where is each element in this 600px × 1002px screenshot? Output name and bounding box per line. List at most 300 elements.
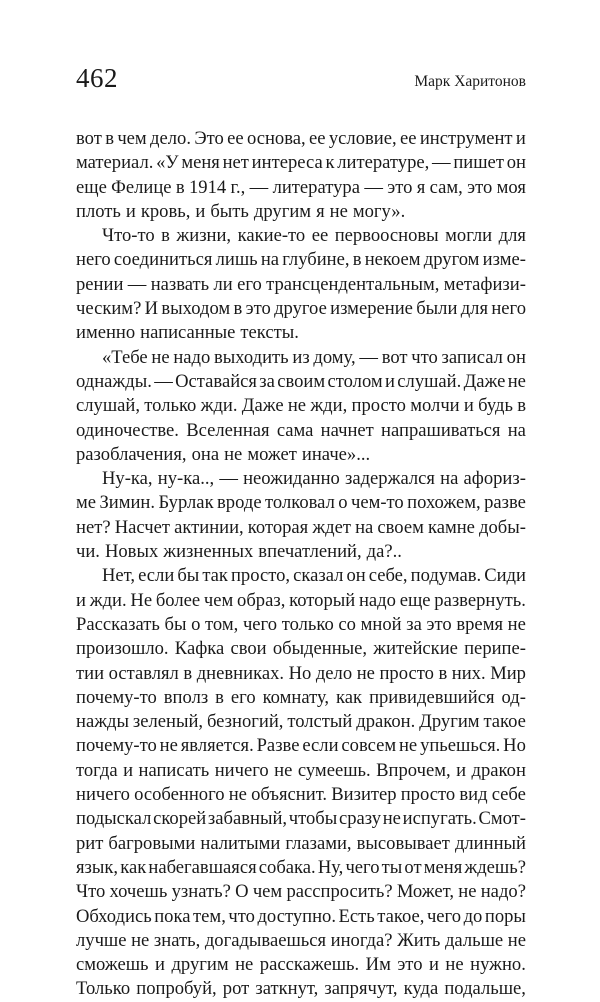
word: Фелице (111, 176, 172, 198)
word: если (302, 735, 339, 757)
word: Есть (338, 905, 375, 927)
word: чем (203, 589, 234, 611)
word: о (191, 613, 201, 635)
text-line (76, 856, 526, 880)
word: сам, (429, 176, 463, 198)
word: сказал (293, 565, 344, 587)
word: хочешь (109, 881, 168, 903)
word: надо (358, 589, 396, 611)
word: рит (76, 832, 104, 854)
word: Нет, (102, 565, 136, 587)
word: еще (399, 589, 431, 611)
word: своем (377, 516, 424, 538)
word: поры (484, 905, 526, 927)
text-line (76, 564, 526, 588)
word: могли (445, 225, 493, 247)
text-line (76, 637, 526, 661)
word: нет? (76, 516, 111, 538)
word: обыденные, (272, 638, 368, 660)
word: так (202, 565, 228, 587)
word: Вселенная (186, 419, 270, 441)
word: и (76, 589, 86, 611)
word: если (138, 565, 175, 587)
word: похожем, (407, 492, 481, 514)
word: именно (76, 322, 136, 344)
word: не (159, 735, 178, 757)
word: не (507, 613, 526, 635)
word: свои (230, 638, 267, 660)
word: в (352, 249, 362, 271)
word: были (416, 298, 458, 320)
word: чи. (76, 541, 100, 563)
word: Что (76, 881, 106, 903)
word: Обходись (76, 905, 152, 927)
word: просто (400, 784, 456, 806)
word: разве (484, 492, 526, 514)
text-line (76, 783, 526, 807)
text-line (76, 734, 526, 758)
word: напрашиваться (381, 419, 501, 441)
word: слушай. (397, 370, 462, 392)
word: и (123, 759, 134, 781)
word: Даже (241, 395, 284, 417)
text-line (76, 370, 526, 394)
word: них. (451, 662, 486, 684)
word: из (292, 346, 310, 368)
word: плоть (76, 200, 121, 222)
word: ее (399, 128, 417, 149)
word: почему-то (76, 686, 157, 708)
word: чего (345, 856, 380, 878)
word: от (404, 856, 422, 878)
text-line (76, 273, 526, 297)
word: Визитер (331, 784, 397, 806)
word: высовывает (356, 832, 450, 854)
word: будь (478, 395, 513, 417)
word: забавный, (207, 808, 288, 830)
word: од- (501, 686, 526, 708)
word: кровь, (140, 200, 191, 222)
word: его (237, 273, 262, 295)
word: она (191, 443, 220, 465)
word: Ну-ка, (102, 468, 153, 490)
word: другим (253, 200, 312, 222)
word: на (507, 419, 526, 441)
text-line (76, 224, 526, 248)
word: Это (194, 128, 224, 149)
word: Но (503, 735, 526, 757)
word: толстый (287, 711, 353, 733)
text-line (76, 467, 526, 491)
word: для (460, 298, 489, 320)
word: как (120, 856, 147, 878)
word: для (498, 225, 526, 247)
word: просто, (230, 565, 291, 587)
word: образ, (237, 589, 286, 611)
word: тии (76, 662, 105, 684)
word: одиночестве. (76, 419, 179, 441)
word: который (289, 589, 356, 611)
word: не (356, 662, 375, 684)
word: он (506, 152, 526, 174)
word: такое (483, 711, 526, 733)
word: не (445, 954, 464, 976)
word: багровыми (108, 832, 196, 854)
word: к (325, 152, 335, 174)
text-line (76, 807, 526, 831)
word: развернуть. (434, 589, 526, 611)
word: и (428, 954, 439, 976)
word: чем (252, 881, 283, 903)
text-line (76, 589, 526, 613)
word: это (387, 176, 413, 198)
word: набегавшаяся (148, 856, 257, 878)
word: житейские (373, 638, 458, 660)
word: еще (76, 176, 107, 198)
word: вроде (217, 492, 262, 514)
word: могу». (352, 200, 406, 222)
word: как (336, 686, 363, 708)
word: что (228, 905, 255, 927)
text-line (76, 516, 526, 540)
word: не (287, 395, 307, 417)
word: я (316, 200, 325, 222)
word: не (382, 808, 401, 830)
word: ждешь? (464, 856, 526, 878)
word: собака. (258, 856, 316, 878)
word: — (364, 176, 383, 198)
word: иногда? (330, 929, 393, 951)
word: за (259, 370, 275, 392)
running-head-author: Марк Харитонов (414, 73, 526, 90)
word: чем (117, 128, 147, 149)
word: которая (247, 516, 309, 538)
word: меня (423, 856, 463, 878)
word: Им (365, 954, 391, 976)
word: тем, (193, 905, 226, 927)
word: Рассказать (76, 613, 160, 635)
word: в (517, 395, 526, 417)
word: и (463, 395, 474, 417)
word: — (154, 370, 173, 392)
word: на (260, 249, 280, 271)
word: совсем (341, 735, 397, 757)
word: инструмент (419, 128, 513, 149)
word: не (151, 346, 170, 368)
word: и (515, 128, 526, 149)
word: сама (276, 419, 314, 441)
word: Впрочем, (376, 759, 451, 781)
word: доступно. (257, 905, 336, 927)
word: в (183, 662, 193, 684)
word: не (398, 735, 418, 757)
word: бы (164, 613, 187, 635)
word: написанные (140, 322, 236, 344)
text-line (76, 929, 526, 953)
word: запрячут, (324, 978, 398, 1000)
word: жизненных (163, 541, 254, 563)
text-line (76, 297, 526, 321)
word: в (105, 128, 114, 149)
word: привидевшийся (369, 686, 495, 708)
word: назвать (150, 273, 210, 295)
text-line (76, 613, 526, 637)
word: и (195, 200, 206, 222)
word: него (491, 298, 526, 320)
word: — (359, 346, 378, 368)
word: что (411, 346, 438, 368)
word: расспросить? (286, 881, 393, 903)
text-line (76, 443, 526, 467)
text-line (76, 710, 526, 734)
word: ческим? (76, 298, 142, 320)
word: материал. (76, 152, 154, 174)
word: разоблачения, (76, 443, 187, 465)
word: это (426, 613, 452, 635)
word: знать, (153, 929, 201, 951)
word: вот (76, 128, 102, 149)
word: и (155, 954, 165, 976)
word: подальше, (444, 978, 526, 1000)
word: нужно. (470, 954, 526, 976)
word: бы (177, 565, 200, 587)
word: мной (360, 613, 402, 635)
word: объяснит. (251, 784, 328, 806)
word: написать (138, 759, 210, 781)
word: в (438, 662, 448, 684)
word: себе (491, 784, 526, 806)
word: догадываешься (204, 929, 327, 951)
word: том, (205, 613, 239, 635)
word: не (507, 929, 526, 951)
word: не (228, 784, 247, 806)
word: дело. (150, 128, 191, 149)
word: нет (222, 152, 249, 174)
word: Мир (490, 662, 526, 684)
word: лишь (215, 249, 258, 271)
word: Разве (256, 735, 300, 757)
text-line (76, 905, 526, 929)
word: его (230, 686, 256, 708)
word: дело (315, 662, 353, 684)
word: камне (427, 516, 475, 538)
word: — (432, 152, 451, 174)
word: записал (441, 346, 503, 368)
text-line (76, 151, 526, 175)
word: не (235, 954, 254, 976)
word: пишет (453, 152, 504, 174)
word: — (127, 273, 147, 295)
word: надо (173, 346, 211, 368)
text-line (76, 540, 526, 564)
word: рении (76, 273, 124, 295)
word: Зимин. (99, 492, 156, 514)
word: жизни, (176, 225, 232, 247)
word: быть (210, 200, 249, 222)
word: ее (227, 128, 244, 149)
word: ли (213, 273, 233, 295)
word: может (247, 443, 297, 465)
word: задержался (345, 468, 435, 490)
word: изме- (482, 249, 526, 271)
word: длинный (454, 832, 526, 854)
word: ты (381, 856, 403, 878)
word: Смот- (478, 808, 526, 830)
word: ничего (76, 784, 130, 806)
word: не (507, 370, 526, 392)
word: условие, (328, 128, 397, 149)
word: добы- (479, 516, 526, 538)
word: более (155, 589, 201, 611)
word: трансцендентальным, (266, 273, 440, 295)
word: жди, (310, 395, 348, 417)
word: г., (230, 176, 246, 198)
word: неожиданно (243, 468, 340, 490)
word: сможешь (76, 954, 149, 976)
word: нажды (76, 711, 130, 733)
word: налитыми (200, 832, 281, 854)
text-line (76, 419, 526, 443)
word: дракон (471, 759, 526, 781)
word: просто (379, 662, 434, 684)
word: И (144, 298, 159, 320)
word: другом (423, 249, 480, 271)
word: дому, (313, 346, 356, 368)
word: некоем (364, 249, 421, 271)
word: Только (76, 978, 131, 1000)
word: литературе, (337, 152, 430, 174)
text-line (76, 321, 526, 345)
word: метафизи- (443, 273, 526, 295)
text-line (76, 491, 526, 515)
word: пока (154, 905, 191, 927)
word: и (385, 370, 395, 392)
text-line (76, 880, 526, 904)
word: скорей (153, 808, 207, 830)
word: другое (274, 298, 327, 320)
word: только (144, 395, 197, 417)
word: испугать. (402, 808, 477, 830)
word: в (233, 298, 243, 320)
word: и (456, 759, 467, 781)
word: ну-ка.., (157, 468, 215, 490)
word: является. (180, 735, 254, 757)
word: не (329, 200, 348, 222)
word: рот (222, 978, 250, 1000)
word: тогда (76, 759, 118, 781)
word: ее (311, 225, 329, 247)
word: он (346, 565, 366, 587)
word: я (416, 176, 426, 198)
text-line (76, 977, 526, 1001)
word: перипе- (464, 638, 526, 660)
word: Новых (104, 541, 159, 563)
word: столом (327, 370, 383, 392)
text-line (76, 686, 526, 710)
word: 1914 (188, 176, 227, 198)
word: на (440, 468, 459, 490)
word: произошло. (76, 638, 169, 660)
word: иначе»... (301, 443, 371, 465)
word: Сиди (484, 565, 526, 587)
word: такое, (377, 905, 425, 927)
word: расскажешь. (259, 954, 360, 976)
word: да?.. (366, 541, 402, 563)
word: особенного (134, 784, 225, 806)
word: своим (277, 370, 326, 392)
word: комнату, (262, 686, 330, 708)
word: сумеешь. (297, 759, 371, 781)
word: и (125, 200, 136, 222)
word: Насчет (114, 516, 170, 538)
word: просто (351, 395, 406, 417)
word: Но (288, 662, 312, 684)
text-line (76, 200, 526, 224)
word: впечатлений, (258, 541, 362, 563)
word: выходом (161, 298, 231, 320)
word: подумав. (410, 565, 482, 587)
word: ничего (214, 759, 269, 781)
text-line (76, 662, 526, 686)
word: себе, (368, 565, 408, 587)
word: литература (272, 176, 360, 198)
word: афориз- (463, 468, 526, 490)
word: вот (381, 346, 408, 368)
word: толковал (265, 492, 335, 514)
word: Бурлак (158, 492, 214, 514)
word: однажды. (76, 370, 152, 392)
word: сразу (338, 808, 382, 830)
word: за (406, 613, 422, 635)
word: это (397, 954, 423, 976)
word: куда (403, 978, 439, 1000)
word: чего (242, 613, 278, 635)
word: жди. (200, 395, 238, 417)
word: начнет (320, 419, 374, 441)
text-line (76, 832, 526, 856)
word: Что-то (102, 225, 155, 247)
word: Ну, (317, 856, 344, 878)
text-line (76, 953, 526, 977)
word: какие-то (237, 225, 306, 247)
word: глазами, (285, 832, 352, 854)
word: актинии, (174, 516, 244, 538)
word: это (467, 176, 493, 198)
word: дракон. (356, 711, 416, 733)
word: безногий, (206, 711, 284, 733)
word: о (338, 492, 348, 514)
word: это (245, 298, 271, 320)
word: попробуй, (136, 978, 217, 1000)
word: измерение (330, 298, 413, 320)
word: Оставайся (175, 370, 257, 392)
word: не (131, 929, 150, 951)
page-number: 462 (76, 63, 118, 93)
word: оставлял (108, 662, 179, 684)
word: только (281, 613, 334, 635)
word: почему-то (76, 735, 157, 757)
word: «Тебе (102, 346, 148, 368)
text-line (76, 176, 526, 200)
text-line (76, 248, 526, 272)
word: со (338, 613, 356, 635)
word: Не (130, 589, 153, 611)
word: Даже (463, 370, 506, 392)
word: язык, (76, 856, 119, 878)
body-text (76, 127, 526, 1002)
word: подыскал (76, 808, 152, 830)
word: чем-то (350, 492, 404, 514)
